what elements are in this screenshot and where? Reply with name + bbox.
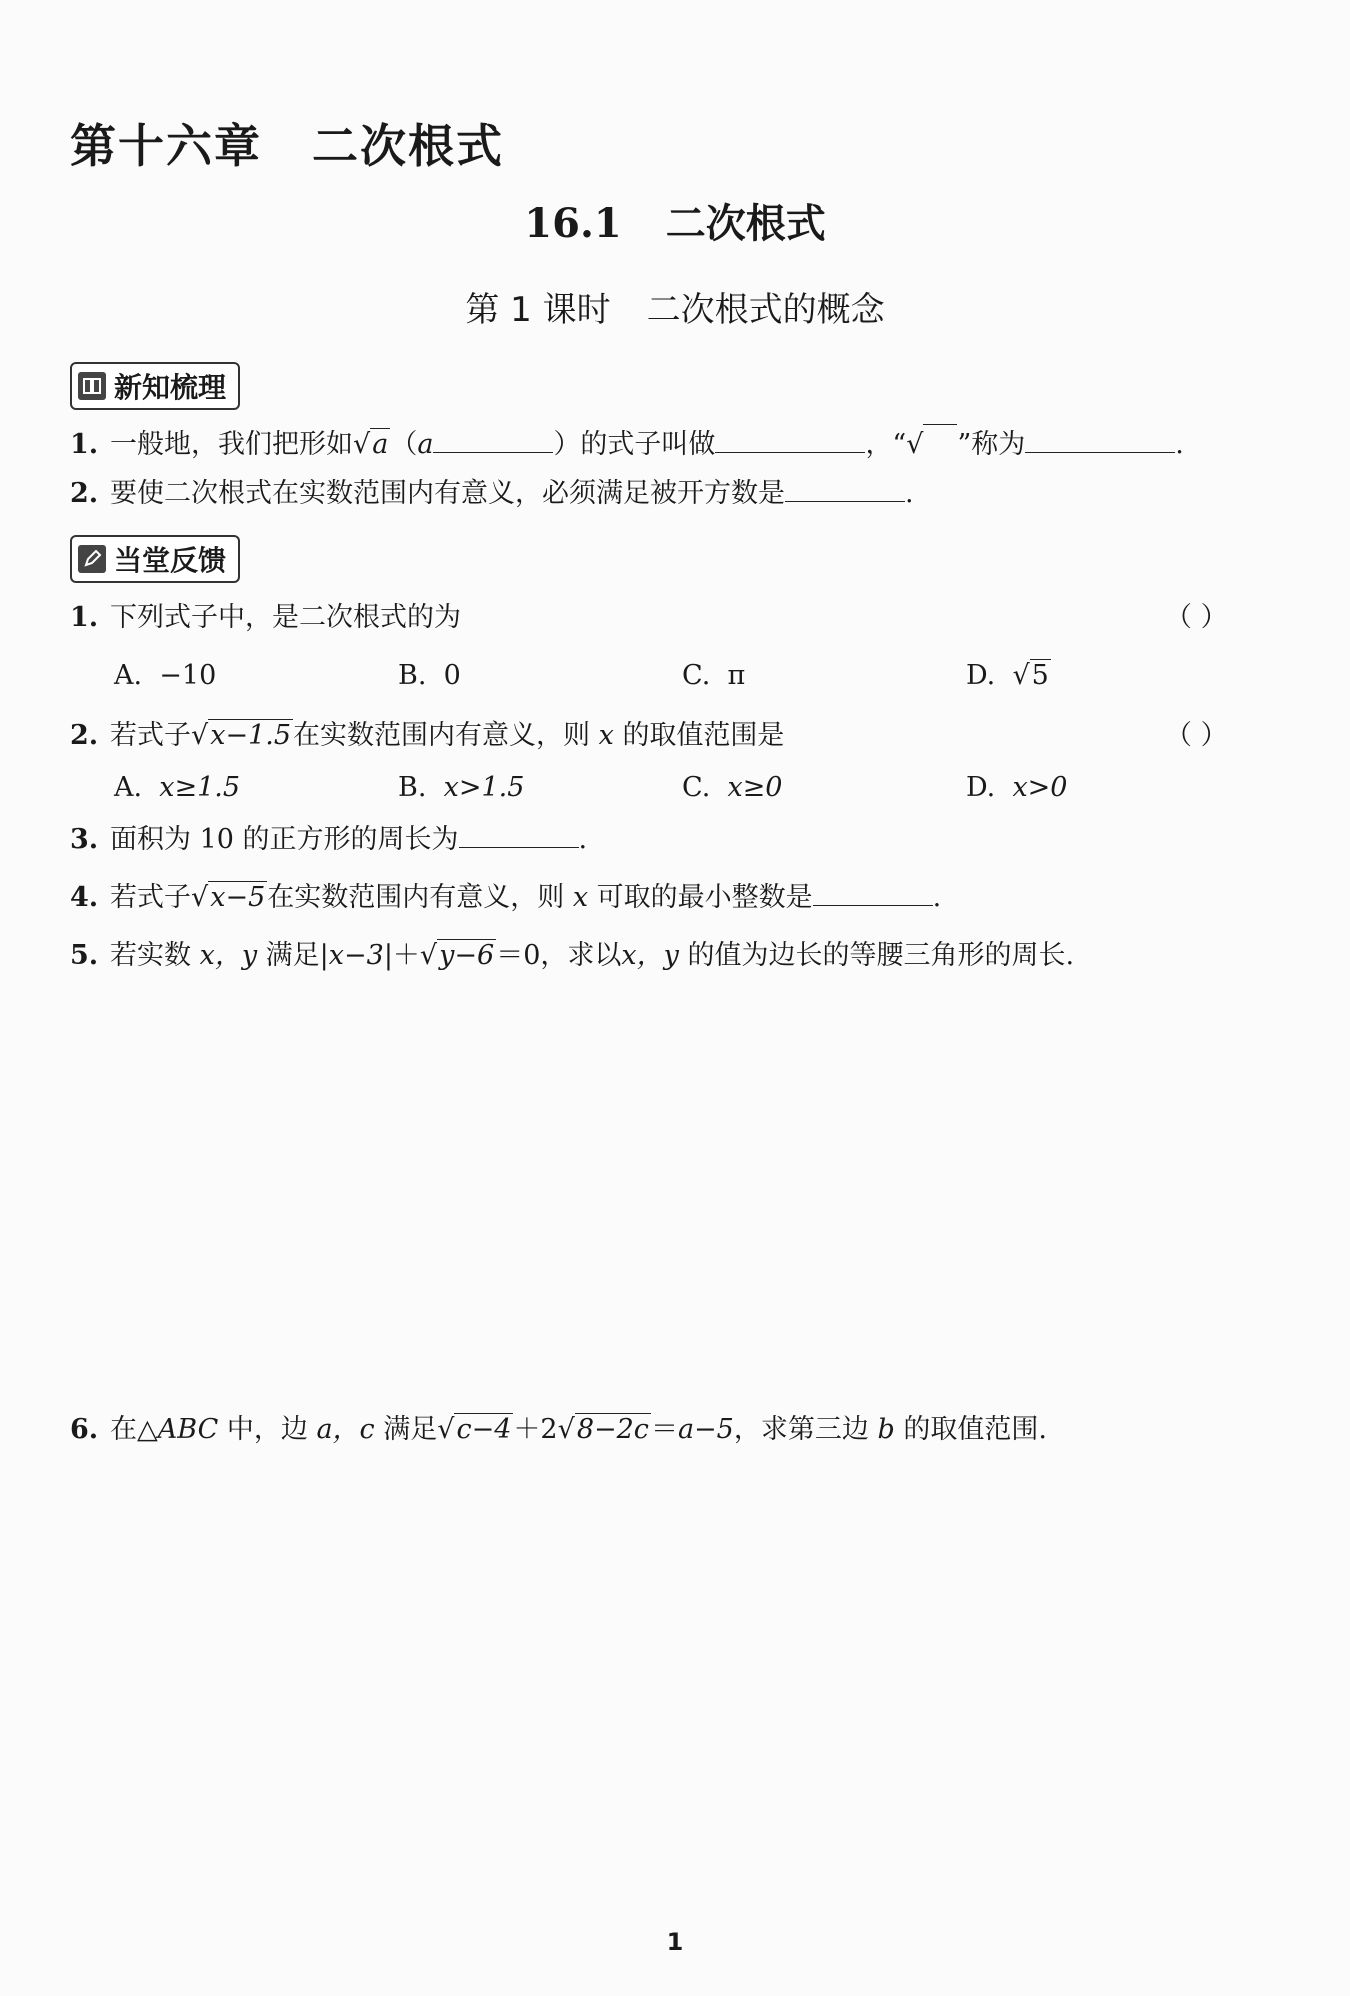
question-b4: 4. 若式子√x−5在实数范围内有意义，则 x 可取的最小整数是 . [70, 878, 941, 918]
option-b[interactable]: B. 0 [398, 660, 461, 691]
option-c[interactable]: C. π [682, 660, 746, 691]
answer-blank[interactable] [715, 426, 865, 453]
section-title: 16.1 二次根式 [524, 200, 826, 247]
answer-blank[interactable] [1025, 426, 1175, 453]
question-b6: 6. 在△ABC 中，边 a，c 满足√c−4＋2√8−2c＝a−5，求第三边 b 的取值范围. [70, 1410, 1047, 1450]
option-d[interactable]: D. √5 [966, 660, 1049, 691]
answer-blank[interactable] [459, 821, 579, 848]
question-b5: 5. 若实数 x，y 满足|x−3|＋√y−6＝0，求以x，y 的值为边长的等腰三角形的周长. [70, 936, 1074, 976]
section-badge-new-knowledge: 新知梳理 [70, 362, 240, 410]
answer-paren[interactable]: （ ） [1165, 602, 1228, 633]
pencil-icon [78, 545, 106, 573]
chapter-title: 第十六章 二次根式 [70, 119, 504, 173]
sqrt-expression: √x−5 [191, 882, 266, 913]
question-b2: 2. 若式子√x−1.5在实数范围内有意义，则 x 的取值范围是 [70, 716, 784, 756]
sqrt-expression: √y−6 [419, 940, 495, 971]
section-badge-class-feedback: 当堂反馈 [70, 535, 240, 583]
sqrt-expression: √a [353, 429, 389, 460]
sqrt-expression: √8−2c [557, 1414, 649, 1445]
sqrt-expression: √x−1.5 [191, 720, 292, 751]
question-b3: 3. 面积为 10 的正方形的周长为 . [70, 820, 587, 860]
answer-area[interactable] [70, 1470, 1270, 1890]
question-a1: 1. 一般地，我们把形如√a（a ）的式子叫做 ，“√ ”称为 . [70, 424, 1184, 465]
option-a[interactable]: A. x≥1.5 [114, 772, 241, 803]
option-a[interactable]: A. −10 [114, 660, 217, 691]
book-icon [78, 372, 106, 400]
answer-blank[interactable] [785, 475, 905, 502]
page-number: 1 [666, 1928, 684, 1956]
option-d[interactable]: D. x>0 [966, 772, 1068, 803]
question-b1: 1. 下列式子中，是二次根式的为 [70, 602, 461, 633]
answer-paren[interactable]: （ ） [1165, 720, 1228, 751]
option-c[interactable]: C. x≥0 [682, 772, 783, 803]
answer-blank[interactable] [433, 426, 553, 453]
lesson-title: 第 1 课时 二次根式的概念 [465, 290, 885, 330]
question-a2: 2. 要使二次根式在实数范围内有意义，必须满足被开方数是 . [70, 474, 914, 514]
answer-area[interactable] [70, 990, 1270, 1390]
answer-blank[interactable] [813, 879, 933, 906]
sqrt-expression: √c−4 [437, 1414, 512, 1445]
option-b[interactable]: B. x>1.5 [398, 772, 525, 803]
